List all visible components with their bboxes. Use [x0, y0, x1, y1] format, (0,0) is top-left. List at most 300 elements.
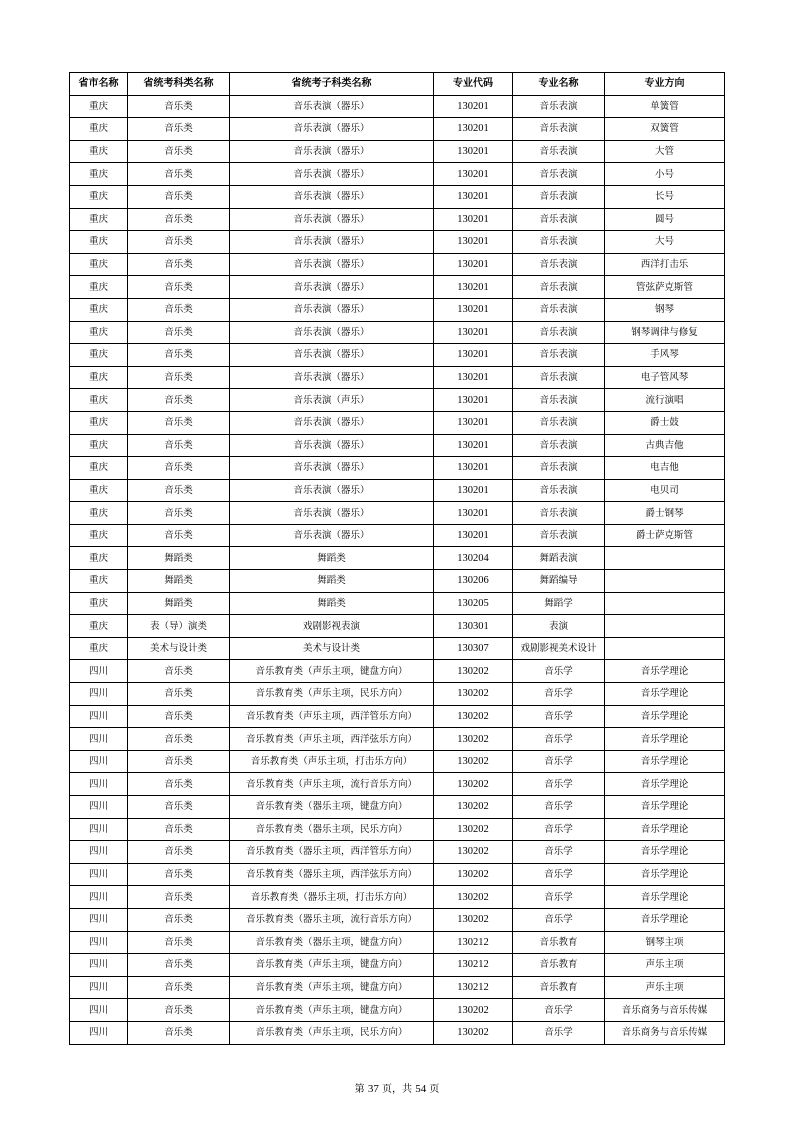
cell-subcategory: 舞蹈类	[230, 592, 434, 615]
cell-major-direction: 音乐学理论	[605, 908, 725, 931]
cell-province: 重庆	[70, 615, 128, 638]
cell-subcategory: 美术与设计类	[230, 637, 434, 660]
cell-subcategory: 音乐表演（器乐）	[230, 502, 434, 525]
cell-province: 重庆	[70, 389, 128, 412]
cell-subcategory: 音乐教育类（声乐主项，民乐方向）	[230, 683, 434, 706]
table-row	[70, 547, 725, 570]
cell-subcategory: 音乐教育类（声乐主项，流行音乐方向）	[230, 773, 434, 796]
cell-major-direction: 音乐学理论	[605, 683, 725, 706]
cell-subcategory: 音乐表演（器乐）	[230, 411, 434, 434]
table-row	[70, 908, 725, 931]
cell-major-code: 130201	[434, 321, 513, 344]
cell-subcategory: 音乐表演（器乐）	[230, 524, 434, 547]
cell-major-direction: 音乐商务与音乐传媒	[605, 999, 725, 1022]
cell-subcategory: 音乐表演（器乐）	[230, 298, 434, 321]
table-row	[70, 592, 725, 615]
cell-subcategory: 音乐表演（器乐）	[230, 276, 434, 299]
cell-province: 四川	[70, 818, 128, 841]
cell-province: 重庆	[70, 208, 128, 231]
cell-province: 重庆	[70, 185, 128, 208]
cell-subcategory: 音乐教育类（声乐主项，西洋管乐方向）	[230, 705, 434, 728]
page-footer	[0, 1080, 794, 1095]
cell-category: 音乐类	[128, 457, 230, 480]
cell-category: 音乐类	[128, 999, 230, 1022]
cell-category: 音乐类	[128, 140, 230, 163]
cell-subcategory: 音乐表演（声乐）	[230, 389, 434, 412]
table-row	[70, 140, 725, 163]
cell-category: 音乐类	[128, 479, 230, 502]
cell-subcategory: 音乐表演（器乐）	[230, 479, 434, 502]
cell-province: 四川	[70, 886, 128, 909]
cell-major-direction: 音乐学理论	[605, 705, 725, 728]
cell-province: 四川	[70, 683, 128, 706]
cell-major-direction: 音乐学理论	[605, 728, 725, 751]
cell-major-code: 130202	[434, 841, 513, 864]
cell-major-code: 130202	[434, 683, 513, 706]
cell-major-direction: 音乐学理论	[605, 773, 725, 796]
table-row	[70, 389, 725, 412]
cell-subcategory: 音乐表演（器乐）	[230, 185, 434, 208]
cell-major-name: 音乐表演	[513, 185, 605, 208]
cell-category: 音乐类	[128, 886, 230, 909]
cell-province: 四川	[70, 796, 128, 819]
cell-subcategory: 音乐教育类（器乐主项，打击乐方向）	[230, 886, 434, 909]
cell-major-code: 130201	[434, 344, 513, 367]
cell-category: 音乐类	[128, 1021, 230, 1044]
cell-major-code: 130201	[434, 118, 513, 141]
cell-subcategory: 音乐表演（器乐）	[230, 321, 434, 344]
cell-province: 四川	[70, 841, 128, 864]
cell-province: 重庆	[70, 118, 128, 141]
table-row	[70, 863, 725, 886]
cell-major-name: 音乐学	[513, 908, 605, 931]
table-body	[70, 95, 725, 1044]
cell-province: 四川	[70, 705, 128, 728]
cell-major-direction: 声乐主项	[605, 976, 725, 999]
cell-major-name: 音乐学	[513, 818, 605, 841]
cell-major-direction: 爵士钢琴	[605, 502, 725, 525]
cell-major-name: 音乐表演	[513, 118, 605, 141]
cell-province: 重庆	[70, 140, 128, 163]
table-row	[70, 570, 725, 593]
cell-major-direction	[605, 570, 725, 593]
cell-category: 音乐类	[128, 863, 230, 886]
cell-major-code: 130202	[434, 728, 513, 751]
cell-province: 重庆	[70, 457, 128, 480]
table-row	[70, 683, 725, 706]
table-row	[70, 457, 725, 480]
cell-major-code: 130205	[434, 592, 513, 615]
cell-major-name: 舞蹈表演	[513, 547, 605, 570]
cell-province: 四川	[70, 773, 128, 796]
cell-major-name: 音乐教育	[513, 954, 605, 977]
cell-subcategory: 音乐表演（器乐）	[230, 457, 434, 480]
cell-major-code: 130201	[434, 253, 513, 276]
cell-major-code: 130202	[434, 1021, 513, 1044]
cell-major-direction: 音乐学理论	[605, 886, 725, 909]
cell-subcategory: 音乐教育类（声乐主项，键盘方向）	[230, 954, 434, 977]
cell-subcategory: 戏剧影视表演	[230, 615, 434, 638]
cell-major-code: 130202	[434, 886, 513, 909]
cell-province: 四川	[70, 931, 128, 954]
cell-province: 四川	[70, 954, 128, 977]
cell-major-code: 130212	[434, 931, 513, 954]
cell-major-name: 戏剧影视美术设计	[513, 637, 605, 660]
cell-major-direction: 大号	[605, 231, 725, 254]
cell-major-direction	[605, 592, 725, 615]
cell-subcategory: 音乐教育类（器乐主项，流行音乐方向）	[230, 908, 434, 931]
cell-major-code: 130201	[434, 163, 513, 186]
cell-province: 重庆	[70, 231, 128, 254]
cell-major-name: 音乐学	[513, 705, 605, 728]
cell-major-direction: 电吉他	[605, 457, 725, 480]
cell-major-direction: 音乐商务与音乐传媒	[605, 1021, 725, 1044]
cell-province: 四川	[70, 660, 128, 683]
admissions-table	[69, 72, 725, 1045]
cell-major-name: 音乐表演	[513, 389, 605, 412]
cell-category: 音乐类	[128, 434, 230, 457]
cell-major-name: 音乐表演	[513, 276, 605, 299]
cell-province: 重庆	[70, 95, 128, 118]
footer-prefix: 第	[354, 1084, 365, 1095]
table-row	[70, 434, 725, 457]
cell-major-direction: 古典吉他	[605, 434, 725, 457]
cell-subcategory: 音乐表演（器乐）	[230, 95, 434, 118]
cell-major-name: 音乐表演	[513, 231, 605, 254]
cell-category: 音乐类	[128, 231, 230, 254]
table-row	[70, 208, 725, 231]
cell-major-direction: 长号	[605, 185, 725, 208]
cell-major-code: 130201	[434, 524, 513, 547]
cell-major-name: 音乐学	[513, 660, 605, 683]
cell-category: 音乐类	[128, 502, 230, 525]
cell-major-name: 音乐表演	[513, 457, 605, 480]
cell-category: 音乐类	[128, 818, 230, 841]
cell-major-name: 音乐表演	[513, 434, 605, 457]
cell-subcategory: 舞蹈类	[230, 570, 434, 593]
cell-subcategory: 音乐表演（器乐）	[230, 366, 434, 389]
cell-major-code: 130202	[434, 750, 513, 773]
header-major-name: 专业名称	[513, 73, 605, 96]
cell-major-direction	[605, 547, 725, 570]
cell-province: 四川	[70, 908, 128, 931]
cell-major-name: 音乐学	[513, 750, 605, 773]
table-row	[70, 931, 725, 954]
cell-major-name: 音乐表演	[513, 298, 605, 321]
table-row	[70, 502, 725, 525]
cell-subcategory: 音乐教育类（器乐主项，西洋管乐方向）	[230, 841, 434, 864]
cell-category: 音乐类	[128, 321, 230, 344]
cell-major-direction: 音乐学理论	[605, 863, 725, 886]
cell-major-name: 音乐学	[513, 886, 605, 909]
cell-major-code: 130201	[434, 411, 513, 434]
cell-province: 重庆	[70, 321, 128, 344]
table-row	[70, 615, 725, 638]
cell-major-name: 音乐学	[513, 841, 605, 864]
cell-major-code: 130201	[434, 298, 513, 321]
cell-major-code: 130201	[434, 457, 513, 480]
cell-province: 重庆	[70, 479, 128, 502]
cell-major-code: 130202	[434, 705, 513, 728]
table-row	[70, 411, 725, 434]
table-row	[70, 479, 725, 502]
cell-major-code: 130201	[434, 434, 513, 457]
cell-major-code: 130201	[434, 479, 513, 502]
cell-subcategory: 音乐表演（器乐）	[230, 163, 434, 186]
cell-province: 重庆	[70, 276, 128, 299]
cell-major-name: 舞蹈学	[513, 592, 605, 615]
cell-province: 重庆	[70, 163, 128, 186]
cell-major-code: 130202	[434, 863, 513, 886]
cell-category: 音乐类	[128, 750, 230, 773]
cell-major-direction	[605, 615, 725, 638]
table-row	[70, 773, 725, 796]
cell-category: 音乐类	[128, 95, 230, 118]
cell-category: 音乐类	[128, 411, 230, 434]
cell-major-name: 音乐表演	[513, 479, 605, 502]
cell-subcategory: 音乐教育类（器乐主项，民乐方向）	[230, 818, 434, 841]
cell-major-direction: 音乐学理论	[605, 796, 725, 819]
cell-major-direction: 钢琴调律与修复	[605, 321, 725, 344]
cell-subcategory: 音乐表演（器乐）	[230, 253, 434, 276]
cell-major-direction: 音乐学理论	[605, 818, 725, 841]
cell-category: 舞蹈类	[128, 570, 230, 593]
table-row	[70, 796, 725, 819]
cell-province: 重庆	[70, 253, 128, 276]
cell-major-name: 音乐学	[513, 863, 605, 886]
cell-province: 重庆	[70, 524, 128, 547]
cell-major-code: 130206	[434, 570, 513, 593]
cell-major-direction: 双簧管	[605, 118, 725, 141]
cell-subcategory: 音乐教育类（器乐主项，西洋弦乐方向）	[230, 863, 434, 886]
table-row	[70, 637, 725, 660]
cell-major-name: 音乐表演	[513, 411, 605, 434]
cell-major-direction: 圆号	[605, 208, 725, 231]
cell-major-direction: 声乐主项	[605, 954, 725, 977]
header-major-direction: 专业方向	[605, 73, 725, 96]
cell-subcategory: 音乐教育类（声乐主项，键盘方向）	[230, 660, 434, 683]
cell-category: 美术与设计类	[128, 637, 230, 660]
table-row	[70, 1021, 725, 1044]
cell-category: 音乐类	[128, 796, 230, 819]
cell-category: 音乐类	[128, 728, 230, 751]
cell-subcategory: 音乐教育类（器乐主项，键盘方向）	[230, 796, 434, 819]
cell-category: 音乐类	[128, 118, 230, 141]
cell-province: 重庆	[70, 570, 128, 593]
footer-middle: 页，共	[382, 1084, 412, 1095]
cell-major-code: 130201	[434, 502, 513, 525]
cell-major-direction: 钢琴主项	[605, 931, 725, 954]
cell-category: 音乐类	[128, 931, 230, 954]
cell-province: 四川	[70, 1021, 128, 1044]
table-row	[70, 276, 725, 299]
cell-major-name: 音乐教育	[513, 931, 605, 954]
table-row	[70, 524, 725, 547]
cell-major-name: 音乐学	[513, 999, 605, 1022]
cell-subcategory: 音乐教育类（声乐主项，民乐方向）	[230, 1021, 434, 1044]
cell-subcategory: 音乐教育类（器乐主项，键盘方向）	[230, 931, 434, 954]
table-row	[70, 95, 725, 118]
cell-major-code: 130201	[434, 276, 513, 299]
cell-major-name: 音乐表演	[513, 253, 605, 276]
cell-category: 音乐类	[128, 163, 230, 186]
cell-major-code: 130202	[434, 660, 513, 683]
cell-province: 四川	[70, 999, 128, 1022]
cell-subcategory: 音乐表演（器乐）	[230, 434, 434, 457]
cell-major-code: 130201	[434, 231, 513, 254]
table-row	[70, 886, 725, 909]
table-row	[70, 999, 725, 1022]
cell-major-name: 音乐表演	[513, 344, 605, 367]
cell-category: 音乐类	[128, 344, 230, 367]
table-row	[70, 344, 725, 367]
cell-major-code: 130201	[434, 140, 513, 163]
cell-major-direction: 手风琴	[605, 344, 725, 367]
cell-major-direction: 管弦萨克斯管	[605, 276, 725, 299]
cell-major-code: 130201	[434, 95, 513, 118]
cell-major-name: 音乐学	[513, 1021, 605, 1044]
cell-category: 音乐类	[128, 276, 230, 299]
cell-major-name: 音乐表演	[513, 95, 605, 118]
cell-province: 重庆	[70, 547, 128, 570]
cell-category: 音乐类	[128, 253, 230, 276]
cell-major-name: 音乐学	[513, 683, 605, 706]
cell-major-code: 130202	[434, 773, 513, 796]
table-row	[70, 366, 725, 389]
cell-category: 音乐类	[128, 683, 230, 706]
cell-major-direction: 大管	[605, 140, 725, 163]
cell-major-name: 音乐表演	[513, 140, 605, 163]
table-row	[70, 976, 725, 999]
cell-subcategory: 音乐教育类（声乐主项，打击乐方向）	[230, 750, 434, 773]
table-row	[70, 818, 725, 841]
cell-category: 音乐类	[128, 208, 230, 231]
cell-category: 音乐类	[128, 366, 230, 389]
cell-major-direction: 电贝司	[605, 479, 725, 502]
cell-category: 音乐类	[128, 954, 230, 977]
cell-major-direction: 音乐学理论	[605, 750, 725, 773]
cell-province: 重庆	[70, 502, 128, 525]
cell-category: 音乐类	[128, 908, 230, 931]
cell-province: 重庆	[70, 366, 128, 389]
cell-major-direction	[605, 637, 725, 660]
cell-category: 音乐类	[128, 841, 230, 864]
footer-page-number: 37	[367, 1083, 379, 1095]
table-row	[70, 298, 725, 321]
table-row	[70, 660, 725, 683]
cell-category: 音乐类	[128, 389, 230, 412]
cell-major-name: 音乐表演	[513, 163, 605, 186]
cell-province: 重庆	[70, 344, 128, 367]
cell-province: 重庆	[70, 434, 128, 457]
table-row	[70, 750, 725, 773]
cell-category: 音乐类	[128, 298, 230, 321]
cell-category: 音乐类	[128, 705, 230, 728]
cell-province: 四川	[70, 750, 128, 773]
cell-major-direction: 音乐学理论	[605, 841, 725, 864]
cell-major-code: 130202	[434, 908, 513, 931]
cell-major-code: 130202	[434, 818, 513, 841]
cell-subcategory: 音乐表演（器乐）	[230, 231, 434, 254]
cell-major-code: 130301	[434, 615, 513, 638]
cell-major-direction: 西洋打击乐	[605, 253, 725, 276]
cell-major-direction: 流行演唱	[605, 389, 725, 412]
cell-category: 音乐类	[128, 773, 230, 796]
cell-major-name: 音乐表演	[513, 321, 605, 344]
header-province: 省市名称	[70, 73, 128, 96]
cell-category: 舞蹈类	[128, 547, 230, 570]
cell-subcategory: 音乐表演（器乐）	[230, 208, 434, 231]
cell-category: 音乐类	[128, 185, 230, 208]
cell-major-code: 130201	[434, 366, 513, 389]
cell-major-direction: 音乐学理论	[605, 660, 725, 683]
cell-province: 四川	[70, 863, 128, 886]
cell-province: 重庆	[70, 411, 128, 434]
cell-province: 重庆	[70, 637, 128, 660]
cell-subcategory: 音乐教育类（声乐主项，键盘方向）	[230, 999, 434, 1022]
cell-major-name: 音乐学	[513, 728, 605, 751]
cell-major-direction: 小号	[605, 163, 725, 186]
cell-major-direction: 钢琴	[605, 298, 725, 321]
footer-suffix: 页	[429, 1084, 440, 1095]
cell-major-code: 130307	[434, 637, 513, 660]
cell-subcategory: 舞蹈类	[230, 547, 434, 570]
cell-major-name: 音乐学	[513, 796, 605, 819]
cell-major-direction: 电子管风琴	[605, 366, 725, 389]
table-row	[70, 231, 725, 254]
cell-category: 音乐类	[128, 524, 230, 547]
cell-province: 重庆	[70, 298, 128, 321]
cell-subcategory: 音乐教育类（声乐主项，键盘方向）	[230, 976, 434, 999]
cell-major-name: 音乐表演	[513, 524, 605, 547]
cell-major-code: 130202	[434, 999, 513, 1022]
cell-subcategory: 音乐表演（器乐）	[230, 344, 434, 367]
cell-major-direction: 爵士鼓	[605, 411, 725, 434]
cell-province: 重庆	[70, 592, 128, 615]
cell-major-name: 音乐表演	[513, 366, 605, 389]
table-row	[70, 163, 725, 186]
cell-subcategory: 音乐表演（器乐）	[230, 118, 434, 141]
cell-major-name: 音乐表演	[513, 208, 605, 231]
table-row	[70, 841, 725, 864]
cell-major-code: 130201	[434, 185, 513, 208]
cell-major-code: 130212	[434, 954, 513, 977]
cell-province: 四川	[70, 728, 128, 751]
cell-subcategory: 音乐表演（器乐）	[230, 140, 434, 163]
cell-major-name: 音乐表演	[513, 502, 605, 525]
table-row	[70, 705, 725, 728]
table-header-row	[70, 73, 725, 96]
cell-category: 表（导）演类	[128, 615, 230, 638]
cell-major-code: 130212	[434, 976, 513, 999]
cell-major-code: 130204	[434, 547, 513, 570]
cell-major-name: 表演	[513, 615, 605, 638]
cell-major-direction: 单簧管	[605, 95, 725, 118]
cell-major-code: 130202	[434, 796, 513, 819]
cell-category: 舞蹈类	[128, 592, 230, 615]
table-row	[70, 728, 725, 751]
cell-subcategory: 音乐教育类（声乐主项，西洋弦乐方向）	[230, 728, 434, 751]
table-row	[70, 253, 725, 276]
cell-province: 四川	[70, 976, 128, 999]
cell-major-name: 音乐教育	[513, 976, 605, 999]
cell-major-name: 音乐学	[513, 773, 605, 796]
cell-major-name: 舞蹈编导	[513, 570, 605, 593]
cell-category: 音乐类	[128, 660, 230, 683]
header-major-code: 专业代码	[434, 73, 513, 96]
cell-major-code: 130201	[434, 389, 513, 412]
table-row	[70, 185, 725, 208]
